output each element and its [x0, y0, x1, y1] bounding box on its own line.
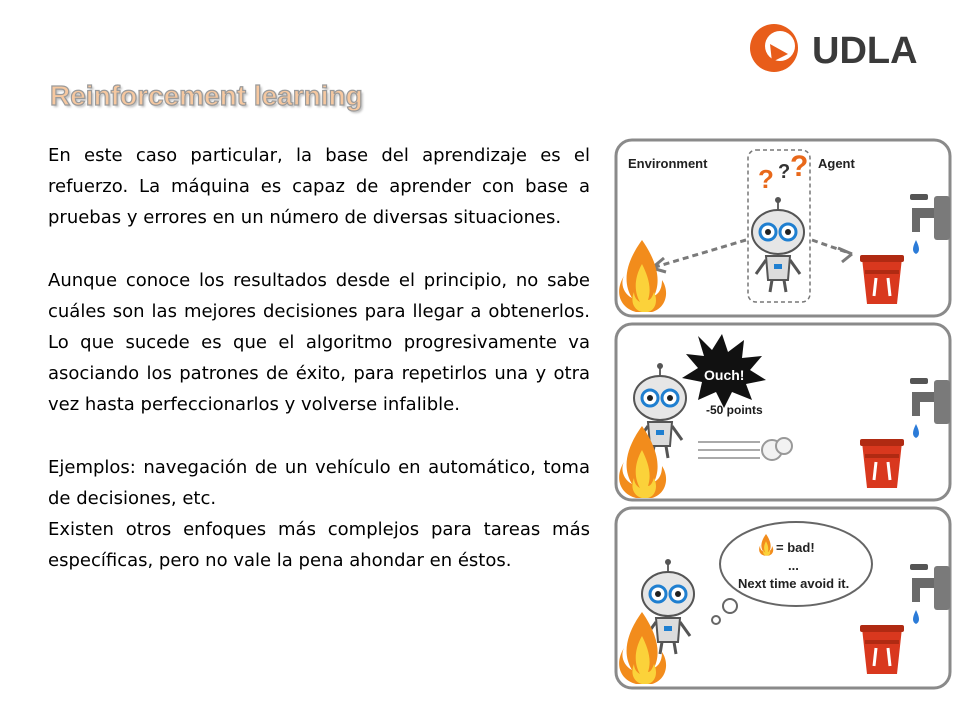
paragraph-3: Ejemplos: navegación de un vehículo en automático, toma de decisiones, etc. [48, 456, 590, 509]
ouch-text: Ouch! [704, 367, 745, 383]
svg-text:?: ? [778, 161, 791, 183]
ellipsis-text: ... [788, 558, 799, 573]
comic-panel-environment [616, 140, 950, 316]
paragraph-1: En este caso particular, la base del aprendizaje es el refuerzo. La máquina es capaz de aprender con base a pruebas y errores en un número de diversas situaciones. [48, 145, 590, 229]
bucket-icon [860, 439, 904, 488]
next-time-text: Next time avoid it. [738, 576, 850, 591]
comic-panel-thought [616, 508, 950, 688]
logo-text: UDLA [812, 30, 918, 72]
paragraph-4: Existen otros enfoques más complejos para tareas más específicas, pero no vale la pena ahondar en éstos. [48, 519, 590, 572]
points-text: -50 points [706, 403, 763, 417]
slide-title: Reinforcement learning [50, 80, 363, 111]
bucket-icon [860, 625, 904, 674]
comic-panel-ouch [616, 324, 950, 500]
question-mark-icon: ? [758, 164, 774, 194]
body-text [48, 140, 590, 576]
agent-label: Agent [818, 156, 855, 171]
environment-label: Environment [628, 156, 708, 171]
reinforcement-comic [612, 136, 960, 692]
bad-text: = bad! [776, 540, 815, 555]
paragraph-2: Aunque conoce los resultados desde el principio, no sabe cuáles son las mejores decisiones para llegar a obtenerlos. Lo que sucede es que el algoritmo progresivamente va asociando los patrones de éxito, para repetirlos una y otra vez hasta perfeccionarlos y volverse infalible. [48, 269, 590, 416]
udla-logo [744, 18, 944, 78]
bucket-icon [860, 255, 904, 304]
svg-text:?: ? [790, 150, 809, 183]
